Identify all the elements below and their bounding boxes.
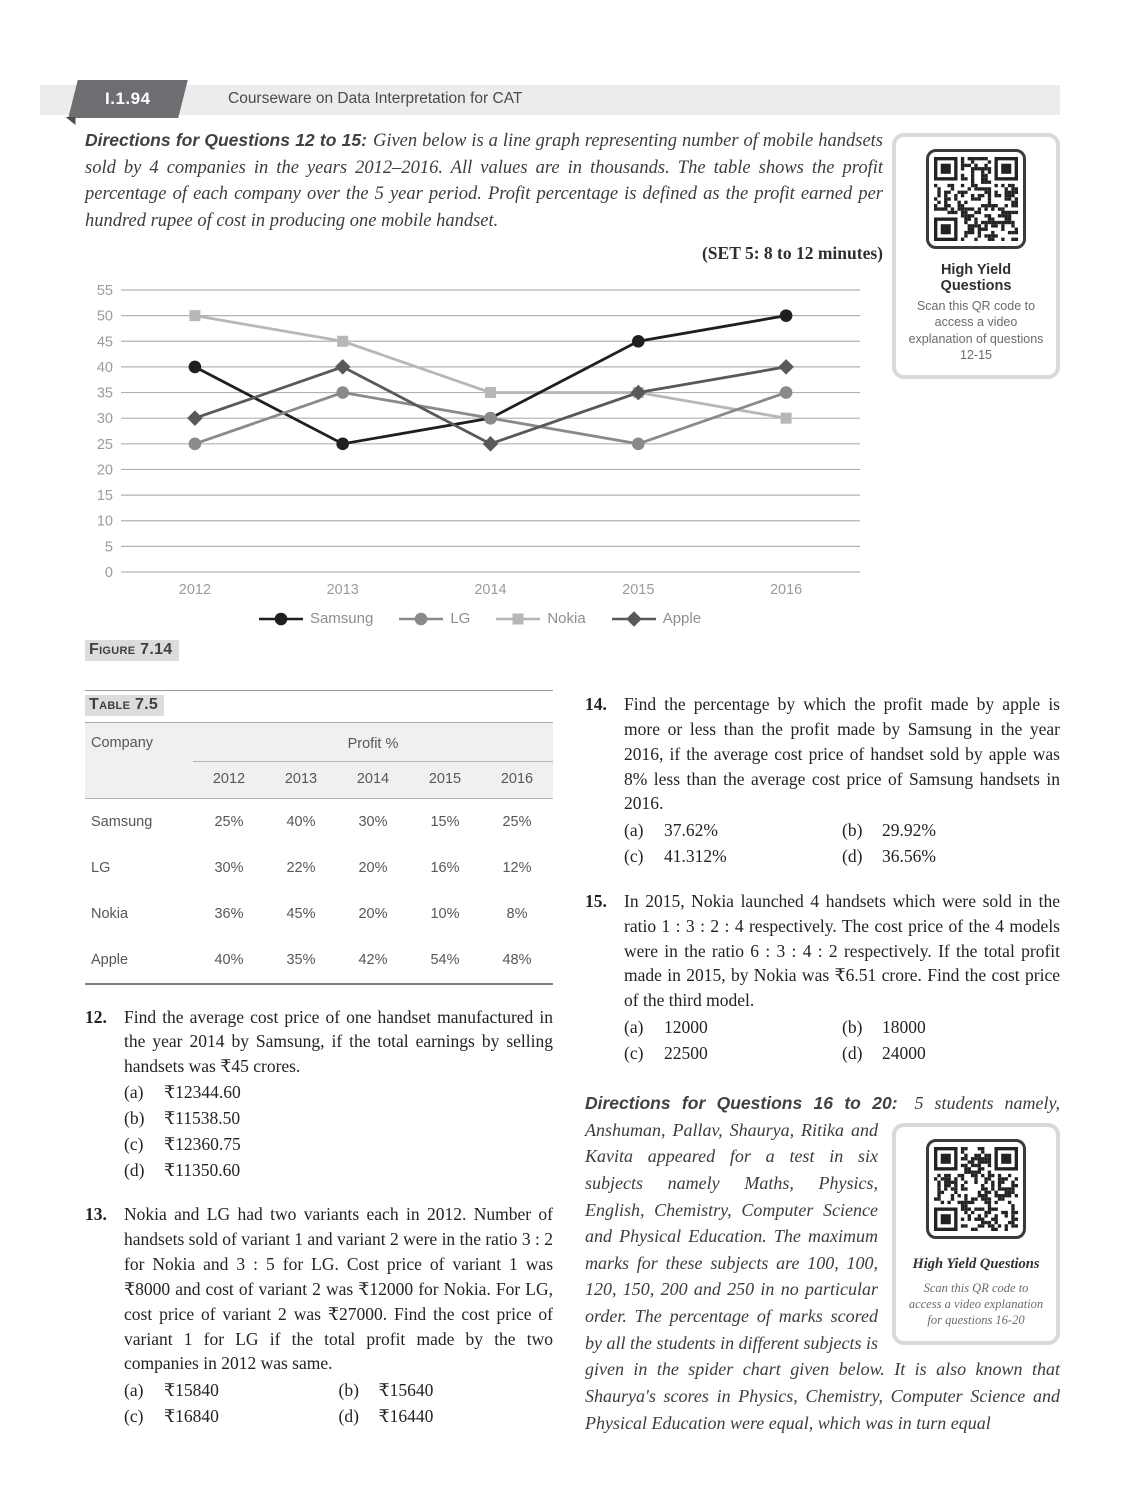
option: (c) 22500 bbox=[624, 1042, 708, 1063]
qr-frame bbox=[926, 1139, 1026, 1239]
directions-16-20-text: Anshuman, Pallav, Shaurya, Ritika and Kavita appeared for a test in six subjects namely Maths, Physics, English, Chemistry, Computer Science and Physical Education. The maximum marks for these subjects are 100, 100, 120, 150, 200 and 250 in no particular order. The percentage of marks scored by all the students in different subjects is given in the spider chart given below. It is also known that Shaurya's scores in Physics, Chemistry, Computer Science and Physical Education were equal, which was in turn equal bbox=[585, 1119, 1060, 1433]
directions-16-20-intro: 5 students namely, bbox=[914, 1092, 1061, 1113]
question-15-options bbox=[624, 1014, 1060, 1066]
directions-12-15-text: Given below is a line graph representing number of mobile handsets sold by 4 companies in the years 2012–2016. All values are in thousands. The table shows the profit percentage of each company over the 5 year period. Profit percentage is defined as the profit earned per hundred rupee of cost in producing one mobile handset. bbox=[85, 131, 884, 231]
question-15-text: In 2015, Nokia launched 4 handsets which were sold in the ratio 1 : 3 : 2 : 4 respectively. The cost price of the 4 models were in the ratio 6 : 3 : 4 : 2 respectively. If the total profit made in 2015, by Nokia was ₹6.51 crore. Find the cost price of the third model. bbox=[624, 890, 1060, 1011]
question-14-options bbox=[624, 817, 1060, 869]
svg-text:0: 0 bbox=[104, 565, 113, 581]
col-header-2014: 2014 bbox=[356, 770, 390, 787]
legend-label: Nokia bbox=[547, 610, 586, 627]
qr-code-icon bbox=[934, 1147, 1018, 1231]
option: (d) ₹16440 bbox=[338, 1406, 434, 1427]
qr-caption: Scan this QR code to access a video explanation of questions 12-15 bbox=[908, 299, 1044, 362]
svg-text:2015: 2015 bbox=[622, 582, 655, 598]
apple-line-marker-icon bbox=[612, 611, 656, 627]
col-header-2015: 2015 bbox=[428, 770, 462, 787]
svg-text:2016: 2016 bbox=[769, 582, 803, 598]
question-12: 12. Find the average cost price of one handset manufactured in the year 2014 by Samsung, if the total earnings by selling handsets was ₹45 crores. (a) ₹12344.60 (b) ₹11538.50 (c) ₹12360.75 (d) ₹11350.60 bbox=[85, 1005, 553, 1183]
svg-text:25: 25 bbox=[96, 436, 113, 453]
figure-caption: Figure 7.14 bbox=[85, 640, 179, 661]
profit-table bbox=[85, 722, 553, 985]
question-13: 13. Nokia and LG had two variants each in 2012. Number of handsets sold of variant 1 and variant 2 were in the ratio 3 : 2 for Nokia and 3 : 5 for LG. Cost price of variant 1 was ₹8000 and cost of variant 2 was ₹12000 for Nokia. For LG, cost price of variant 2 was ₹27000. Find the cost price of variant 1 for LG if the total profit made by the two companies in 2012 was same. (a) ₹15840 (b) ₹15640 (c) ₹16840 (d) ₹16440 bbox=[85, 1202, 553, 1429]
svg-text:5: 5 bbox=[104, 539, 113, 556]
qr-code-icon bbox=[934, 157, 1018, 241]
legend-label: LG bbox=[450, 610, 471, 627]
table-row: LG 30% 22% 20% 16% 12% bbox=[91, 859, 532, 876]
line-chart-figure bbox=[85, 282, 875, 627]
directions-16-20-paragraph bbox=[585, 1090, 1060, 1436]
option: (c) ₹12360.75 bbox=[124, 1133, 241, 1154]
qr-box-16-20 bbox=[892, 1123, 1060, 1345]
book-title: Courseware on Data Interpretation for CAT bbox=[228, 90, 523, 107]
legend-label: Apple bbox=[662, 610, 702, 627]
option: (d) 24000 bbox=[842, 1042, 926, 1063]
option: (d) ₹11350.60 bbox=[124, 1159, 241, 1180]
svg-text:50: 50 bbox=[96, 308, 113, 325]
svg-text:20: 20 bbox=[96, 462, 113, 479]
directions-12-15-label: Directions for Questions 12 to 15: bbox=[85, 130, 367, 150]
svg-text:55: 55 bbox=[96, 283, 113, 299]
question-12-options bbox=[124, 1080, 553, 1182]
page-number-badge bbox=[68, 80, 187, 118]
qr-title: High Yield Questions bbox=[912, 1256, 1040, 1273]
option: (b) ₹11538.50 bbox=[124, 1107, 241, 1128]
two-column-content bbox=[85, 690, 1060, 1436]
option: (b) 29.92% bbox=[842, 820, 936, 841]
qr-frame bbox=[926, 149, 1026, 249]
legend-item-nokia bbox=[496, 610, 585, 627]
table-row: Nokia 36% 45% 20% 10% 8% bbox=[91, 905, 528, 922]
svg-text:45: 45 bbox=[96, 334, 113, 351]
option: (a) ₹12344.60 bbox=[124, 1082, 241, 1103]
svg-text:15: 15 bbox=[96, 488, 113, 505]
svg-text:2013: 2013 bbox=[326, 582, 359, 598]
directions-16-20-label: Directions for Questions 16 to 20: bbox=[585, 1092, 898, 1113]
nokia-line-marker-icon bbox=[496, 611, 540, 627]
legend-item-lg bbox=[399, 610, 470, 627]
svg-text:30: 30 bbox=[96, 411, 113, 428]
svg-text:10: 10 bbox=[96, 513, 113, 530]
table-caption: Table 7.5 bbox=[85, 695, 553, 716]
profit-table-header bbox=[85, 723, 553, 799]
question-15: 15. In 2015, Nokia launched 4 handsets which were sold in the ratio 1 : 3 : 2 : 4 respectively. The cost price of the 4 models were in the ratio 6 : 3 : 4 : 2 respectively. If the total profit made in 2015, by Nokia was ₹6.51 crore. Find the cost price of the third model. (a) 12000 (b) 18000 (c) 22500 (d) 24000 bbox=[585, 889, 1060, 1066]
question-14: 14. Find the percentage by which the profit made by apple is more or less than the profit made by Samsung in the year 2016, if the average cost price of handset sold by apple was 8% less than the average cost price of Samsung handsets in 2016. (a) 37.62% (b) 29.92% (c) 41.312% (d) 36.56% bbox=[585, 692, 1060, 869]
col-header-2012: 2012 bbox=[212, 770, 246, 787]
svg-text:2014: 2014 bbox=[474, 582, 507, 598]
lg-line-marker-icon bbox=[399, 611, 443, 627]
col-header-company: Company bbox=[91, 735, 154, 751]
question-13-text: Nokia and LG had two variants each in 2012. Number of handsets sold of variant 1 and variant 2 were in the ratio 3 : 2 for Nokia and 3 : 5 for LG. Cost price of variant 1 was ₹8000 and cost of variant 2 was ₹12000 for Nokia. For LG, cost price of variant 2 was ₹27000. Find the cost price of variant 1 for LG if the total profit made by the two companies in 2012 was same. bbox=[124, 1204, 553, 1374]
option: (b) 18000 bbox=[842, 1017, 926, 1038]
legend-item-apple bbox=[612, 610, 701, 627]
col-header-2013: 2013 bbox=[284, 770, 318, 787]
col-header-profit: Profit % bbox=[193, 723, 553, 762]
samsung-line-marker-icon bbox=[259, 611, 303, 627]
qr-title: High Yield Questions bbox=[940, 262, 1012, 294]
option: (b) ₹15640 bbox=[338, 1380, 434, 1401]
set-timing-note: (SET 5: 8 to 12 minutes) bbox=[701, 242, 883, 263]
svg-text:40: 40 bbox=[96, 359, 113, 376]
option: (a) ₹15840 bbox=[124, 1380, 219, 1401]
option: (c) ₹16840 bbox=[124, 1406, 219, 1427]
qr-box-12-15 bbox=[892, 133, 1060, 379]
line-chart bbox=[85, 282, 875, 600]
right-column bbox=[585, 690, 1060, 1436]
question-13-options bbox=[124, 1377, 553, 1429]
table-row: Samsung 25% 40% 30% 15% 25% bbox=[85, 798, 553, 845]
directions-12-15-paragraph bbox=[85, 128, 883, 235]
chart-legend bbox=[85, 610, 875, 627]
legend-item-samsung bbox=[259, 610, 373, 627]
svg-text:2012: 2012 bbox=[178, 582, 212, 598]
left-column bbox=[85, 690, 553, 1436]
page-number: I.1.94 bbox=[105, 89, 151, 108]
table-row: Apple 40% 35% 42% 54% 48% bbox=[85, 937, 553, 984]
svg-text:35: 35 bbox=[96, 385, 113, 402]
question-12-text: Find the average cost price of one handset manufactured in the year 2014 by Samsung, if the total earnings by selling handsets was ₹45 crores. bbox=[124, 1006, 553, 1077]
table-top-rule bbox=[85, 690, 553, 691]
option: (a) 37.62% bbox=[624, 820, 718, 841]
question-14-text: Find the percentage by which the profit made by apple is more or less than the profit made by Samsung in the year 2016, if the average cost price of handset sold by apple was 8% less than the average cost price of Samsung handsets in 2016. bbox=[624, 694, 1060, 814]
option: (d) 36.56% bbox=[842, 846, 936, 867]
option: (c) 41.312% bbox=[624, 846, 727, 867]
legend-label: Samsung bbox=[309, 610, 374, 627]
col-header-2016: 2016 bbox=[500, 770, 534, 787]
option: (a) 12000 bbox=[624, 1017, 708, 1038]
qr-caption: Scan this QR code to access a video explanation for questions 16-20 bbox=[908, 1280, 1044, 1328]
spacer-cell bbox=[85, 761, 193, 798]
page-header bbox=[40, 85, 1060, 115]
